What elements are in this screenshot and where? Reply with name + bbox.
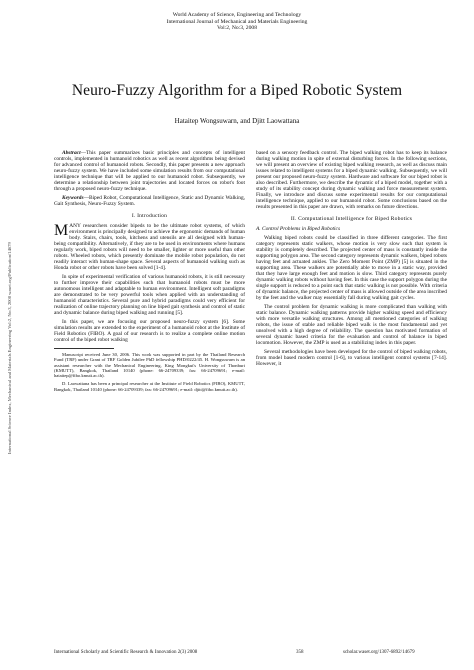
footnote-2: D. Laowattana has been a principal researcher at the Institute of Field Robotics (FIBO), KMUTT, Bangkok, Thailand 10140 (phone: 66-24709339; fax: 66-24709691; e-mail: djitt@fibo.kmutt.ac.th).: [54, 381, 245, 392]
keywords-text: —Biped Robot, Computational Intelligence, Static and Dynamic Walking, Gait Synthesis, Neuro-Fuzzy System.: [54, 195, 245, 207]
abstract-text: —This paper summarizes basic principles and concepts of intelligent controls, implemented in humanoid robotics as well as recent algorithms being devised for advanced control of humanoid robots. Secondly, this paper presents a new approach neuro-fuzzy system. We have included some simulation results from our computational intelligence technique that will be applied to our humanoid robot. Subsequently, we determine a relationship between joint trajectories and located forces on robot's foot through a proposed neuro-fuzzy technique.: [54, 150, 245, 192]
abstract-label: Abstract: [62, 150, 81, 156]
section-1-heading: I. Introduction: [131, 213, 168, 219]
journal-header-line-3: Vol:2, No:3, 2008: [217, 25, 257, 32]
left-column: [54, 150, 245, 395]
footnote-rule: [54, 348, 114, 349]
intro-dropcap: M: [54, 222, 69, 239]
journal-header: [0, 12, 474, 32]
right-column: [256, 150, 447, 370]
section-2-heading: II. Computational Intelligence for Biped Robotics: [290, 216, 413, 222]
intro-paragraph-3: In this paper, we are focusing our proposed neuro-fuzzy system [6]. Some simulation results are extended to the experiment of a humanoid robot at the Institute of Field Robotics (FIBO). A goal of our research is to realize a complete online motion control of the biped robot walking: [54, 319, 245, 343]
footer-url[interactable]: scholar.waset.org/1307-6892/14679: [343, 650, 415, 655]
journal-header-line-2: International Journal of Mechanical and Materials Engineering: [166, 18, 308, 25]
abstract: [54, 150, 245, 192]
right-paragraph-3: The control problem for dynamic walking is more complicated than walking with static balance. Dynamic walking patterns provide higher walking speed and efficiency with more versatile walking structures. Among all mentioned categories of walking robots, the issue of stable and reliable biped walk is the most fundamental and yet unsolved with a high degree of reliability. The question has motivated formation of several dynamic based criteria for the evaluation and control of balance in biped locomotion. However, the ZMP is used as a stabilizing index in this paper.: [256, 304, 447, 346]
intro-paragraph-1-text: ANY researchers consider bipeds to be the ultimate robot systems, of which environment is principally designed to achieve the ergonomic demands of human body. Stairs, chairs, tools, kitchens and utensils are all designed with human-being compatibility. Alternatively, if they are to be used in environments where humans regularly work, biped robots will need to be smaller, lighter or more useful than other robots. Wheeled robots, which presently dominate the mobile robot population, do not readily interact with human-shape space. Several aspects of humanoid walking such as Honda robot or other robots have been solved [1-4].: [54, 223, 245, 271]
footnote-1: Manuscript received June 30, 2006. This work was supported in part by the Thailand Research Fund (TRF) under Grant of TRF Golden Jubilee PhD fellowship PHD/0222/45. H. Wongsuwarn is an assistant researcher with the Mechanical Engineering, King Mongkut's University of Thonburi (KMUTT), Bangkok, Thailand 10140 (phone: 66-24709339; fax: 66-24709691; e-mail: hataitep@fibo.kmutt.ac.th).: [54, 352, 245, 379]
subsection-a-heading: A. Control Problems in Biped Robotics: [256, 226, 341, 232]
right-paragraph-1: based on a sensory feedback control. The biped walking robot has to keep its balance during walking motion in spite of external disturbing forces. In the following sections, we will present an overview of existing biped walking research, as well as discuss main issues related to intelligent systems for a biped dynamic walking. Subsequently, we will present our proposed neuro-fuzzy system. Hardware and software for our biped robot is also described. Furthermore, we describe the dynamic of a biped model, together with a study of its stability concept during dynamic walking and force measurement system. Finally, we introduce and discuss some experimental results for our computational intelligence technique, applied to our humanoid robot. Some conclusions based on the results presented in this paper are drawn, with remarks on future directions.: [256, 150, 447, 210]
side-index-text: International Science Index, Mechanical and Materials Engineering Vol:2, No:3, 2008 waset.org/Publication/14679: [7, 242, 12, 454]
keywords: [54, 195, 245, 207]
footer-journal: International Scholarly and Scientific Research & Innovation 2(3) 2008: [54, 650, 198, 655]
footer-page-number: 358: [296, 650, 304, 655]
paper-title: Neuro-Fuzzy Algorithm for a Biped Robotic System: [71, 82, 403, 99]
intro-paragraph-1: [54, 223, 245, 271]
right-paragraph-2: Walking biped robots could be classified in three different categories. The first category represents static walkers, whose motion is very slow such that system is stability is completely described. The projected center of mass is constantly inside the supporting polygon area. The second category represents dynamic walkers, biped robots having feet and actuated ankles. The Zero Moment Point (ZMP) [5] is situated in the supporting area. These walkers are potentially able to move in a static way, provided that they have large enough feet and motion is slow. Third category represents purely dynamic walking robots without having feet. In this case the support polygon during the single support is reduced to a point such that static walking is not possible. With criteria of dynamic balance, the projected center of mass is allowed outside of the area inscribed by the feet and the walker may essentially fall during walking gait cycles.: [256, 235, 447, 301]
intro-paragraph-2: In spite of experimental verification of various humanoid robots, it is still necessary to further improve their capabilities such that humanoid robots must be more autonomous intelligent and adaptable to human environment. Intelligent soft paradigms are demonstrated to be very powerful tools when applied with an understanding of humanoid characteristics. Several pure and hybrid paradigms could very efficient for realization of online trajectory planning on line biped gait synthesis and control of static and dynamic balance during biped walking and running [5].: [54, 274, 245, 316]
right-paragraph-4: Several methodologies have been developed for the control of biped walking robots, from model based modern control [1-6], to various intelligent control systems [7-14]. However, it: [256, 349, 447, 367]
paper-authors: Hataitep Wongsuwarn, and Djitt Laowattana: [174, 117, 300, 125]
keywords-label: Keywords: [62, 195, 84, 201]
journal-header-line-1: World Academy of Science, Engineering and Technology: [172, 12, 302, 18]
